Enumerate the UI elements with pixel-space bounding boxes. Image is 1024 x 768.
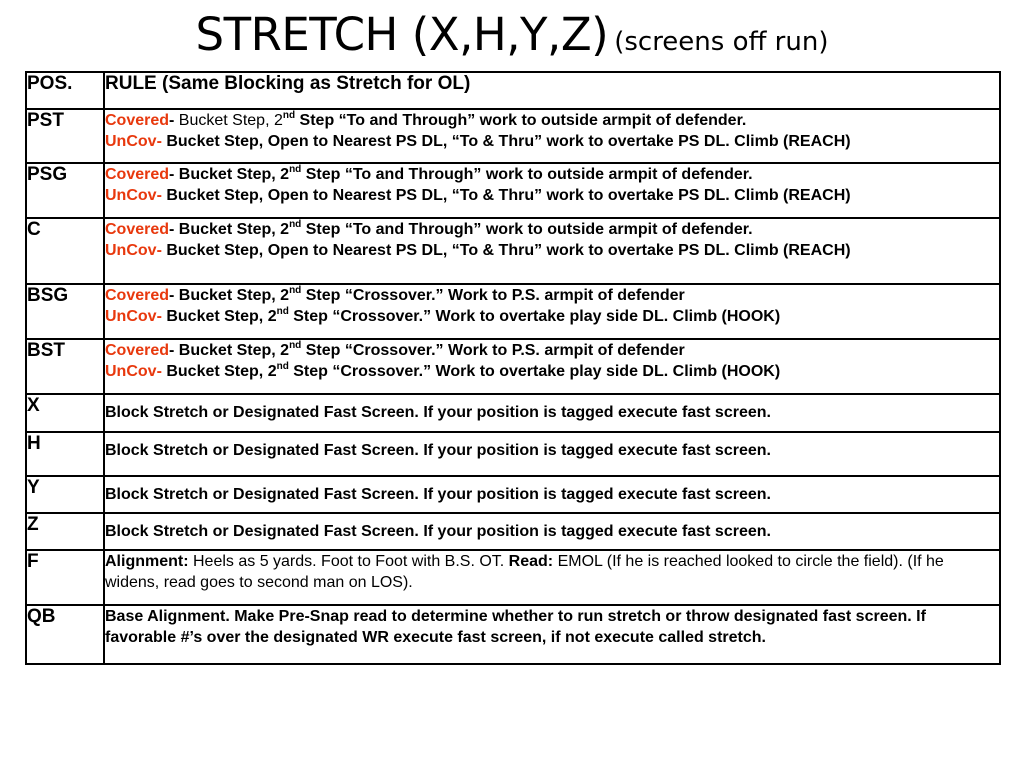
table-row <box>26 109 1000 163</box>
rule-cell: Block Stretch or Designated Fast Screen. If your position is tagged execute fast screen. <box>104 476 1000 513</box>
pos-cell: H <box>26 432 104 476</box>
rule-cell: Block Stretch or Designated Fast Screen. If your position is tagged execute fast screen. <box>104 432 1000 476</box>
uncovered-line: UnCov- Bucket Step, Open to Nearest PS DL, “To & Thru” work to overtake PS DL. Climb (REACH) <box>105 242 851 259</box>
pos-cell: PSG <box>26 163 104 218</box>
pos-cell: BST <box>26 339 104 394</box>
rule-cell <box>104 163 1000 218</box>
pos-cell: QB <box>26 605 104 664</box>
uncovered-line: UnCov- Bucket Step, Open to Nearest PS DL, “To & Thru” work to overtake PS DL. Climb (REACH) <box>105 187 851 204</box>
title-main: STRETCH (X,H,Y,Z) <box>195 8 609 61</box>
pos-cell: C <box>26 218 104 284</box>
rule-cell <box>104 109 1000 163</box>
pos-cell: Z <box>26 513 104 550</box>
pos-cell: F <box>26 550 104 605</box>
rule-cell: Alignment: Heels as 5 yards. Foot to Foot with B.S. OT. Read: EMOL (If he is reached looked to circle the field). (If he widens, read goes to second man on LOS). <box>104 550 1000 605</box>
covered-line: Covered- Bucket Step, 2nd Step “To and Through” work to outside armpit of defender. <box>105 163 753 183</box>
title-subtitle: (screens off run) <box>614 27 829 57</box>
covered-line: Covered- Bucket Step, 2nd Step “Crossover.” Work to P.S. armpit of defender <box>105 284 685 304</box>
slide-title <box>0 8 1024 61</box>
covered-line: Covered- Bucket Step, 2nd Step “Crossover.” Work to P.S. armpit of defender <box>105 339 685 359</box>
table-row <box>26 476 1000 513</box>
table-row <box>26 284 1000 339</box>
table-row <box>26 394 1000 432</box>
table-row <box>26 339 1000 394</box>
rule-cell <box>104 218 1000 284</box>
rule-cell <box>104 339 1000 394</box>
table-row <box>26 550 1000 605</box>
uncovered-line: UnCov- Bucket Step, 2nd Step “Crossover.” Work to overtake play side DL. Climb (HOOK) <box>105 305 781 325</box>
table-row <box>26 163 1000 218</box>
rule-cell: Base Alignment. Make Pre-Snap read to determine whether to run stretch or throw designated fast screen. If favorable #’s over the designated WR execute fast screen, if not execute called stretch. <box>104 605 1000 664</box>
table-row <box>26 513 1000 550</box>
table-row <box>26 218 1000 284</box>
pos-cell: X <box>26 394 104 432</box>
table-row <box>26 605 1000 664</box>
table-row <box>26 432 1000 476</box>
rule-cell: Block Stretch or Designated Fast Screen. If your position is tagged execute fast screen. <box>104 513 1000 550</box>
pos-cell: PST <box>26 109 104 163</box>
uncovered-line: UnCov- Bucket Step, 2nd Step “Crossover.” Work to overtake play side DL. Climb (HOOK) <box>105 360 781 380</box>
header-pos: POS. <box>26 72 104 109</box>
covered-line: Covered- Bucket Step, 2nd Step “To and Through” work to outside armpit of defender. <box>105 109 747 129</box>
rule-cell: Block Stretch or Designated Fast Screen. If your position is tagged execute fast screen. <box>104 394 1000 432</box>
table-header-row <box>26 72 1000 109</box>
pos-cell: BSG <box>26 284 104 339</box>
uncovered-line: UnCov- Bucket Step, Open to Nearest PS DL, “To & Thru” work to overtake PS DL. Climb (REACH) <box>105 133 851 150</box>
covered-line: Covered- Bucket Step, 2nd Step “To and Through” work to outside armpit of defender. <box>105 218 753 238</box>
header-rule: RULE (Same Blocking as Stretch for OL) <box>104 72 1000 109</box>
pos-cell: Y <box>26 476 104 513</box>
rules-table <box>25 71 1001 665</box>
rule-cell <box>104 284 1000 339</box>
